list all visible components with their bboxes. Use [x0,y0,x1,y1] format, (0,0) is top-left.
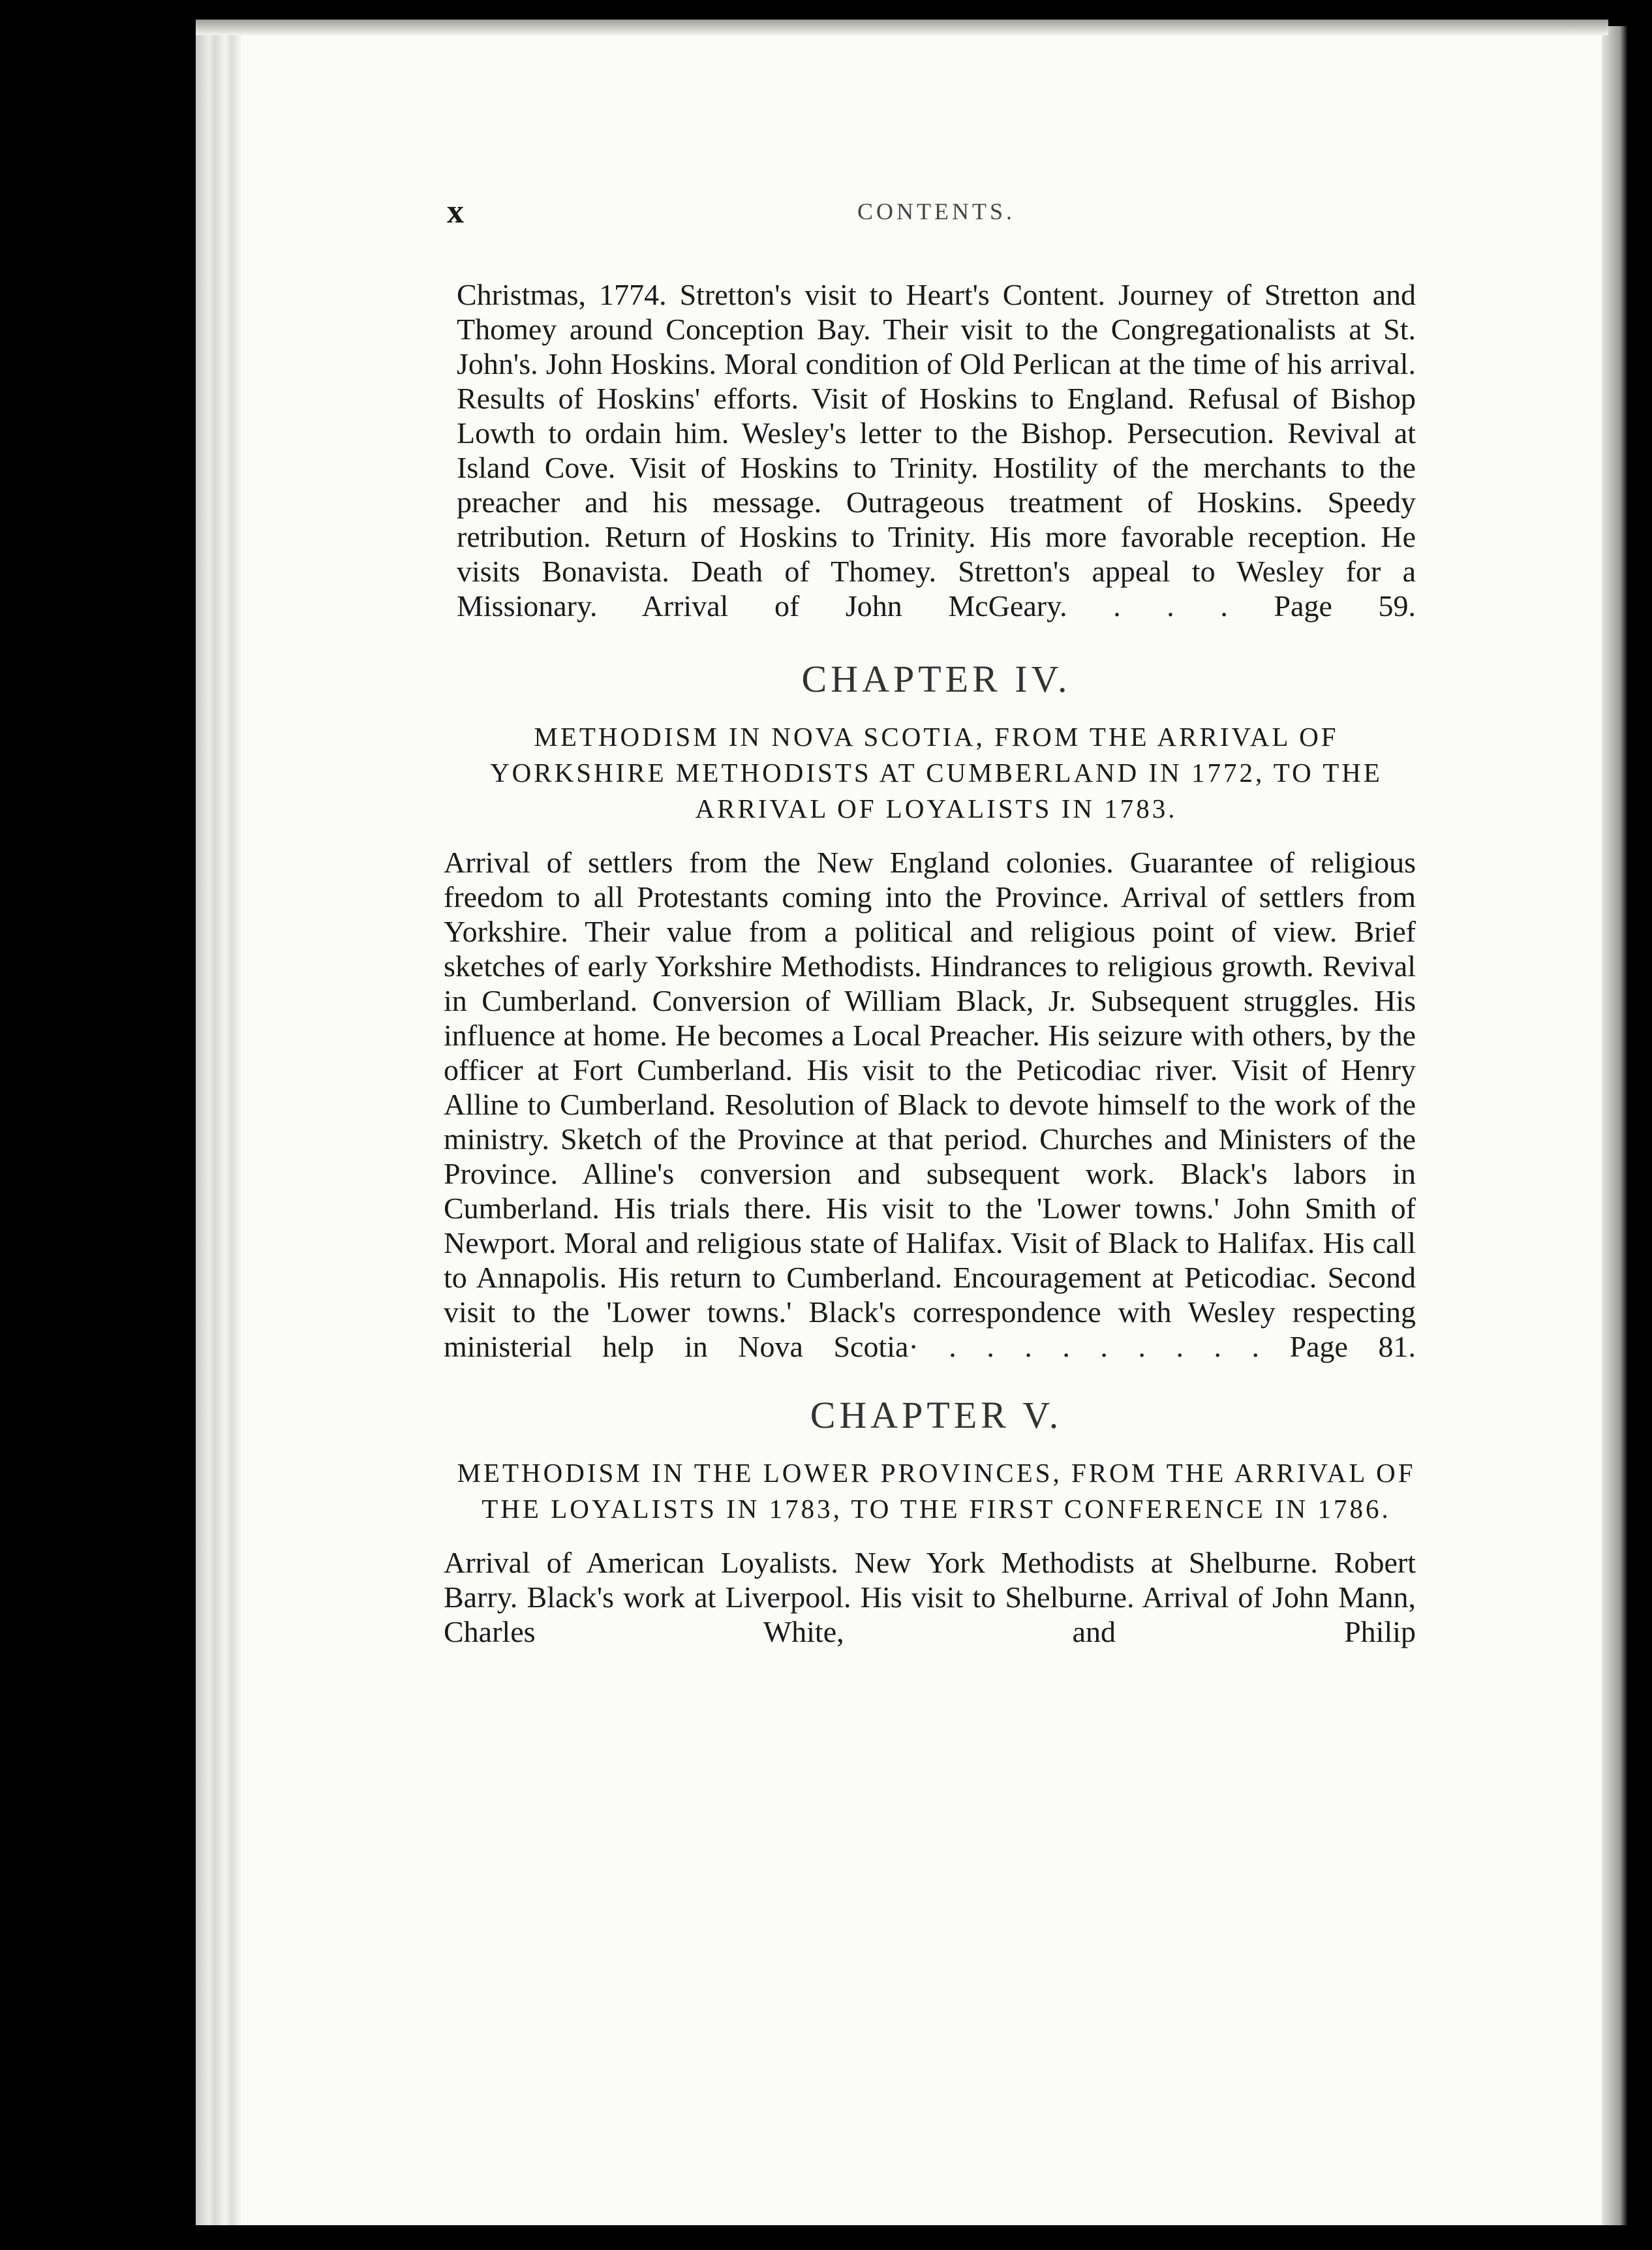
page-folio: x [447,193,465,230]
contents-page [444,193,1416,1649]
chapter-iv-summary: Arrival of settlers from the New England colonies. Guarantee of religious freedom to all Protestants coming into the Province. Arrival of settlers from Yorkshire. Their value from a political and religious point of view. Brief sketches of early Yorkshire Methodists. Hindrances to religious growth. Revival in Cumberland. Conversion of William Black, Jr. Subsequent struggles. His influence at home. He becomes a Local Preacher. His seizure with others, by the officer at Fort Cumberland. His visit to the Peticodiac river. Visit of Henry Alline to Cumberland. Resolution of Black to devote himself to the work of the ministry. Sketch of the Province at that period. Churches and Ministers of the Province. Alline's conversion and subsequent work. Black's labors in Cumberland. His trials there. His visit to the 'Lower towns.' John Smith of Newport. Moral and religious state of Halifax. Visit of Black to Halifax. His call to Annapolis. His return to Cumberland. Encouragement at Peticodiac. Second visit to the 'Lower towns.' Black's correspondence with Wesley respecting ministerial help in Nova Scotia· . . . . . . . . . Page 81. [444,846,1416,1363]
running-head-title: CONTENTS. [857,198,1015,224]
page-top-shadow [196,20,1608,35]
page-binding-edge [196,20,241,2225]
chapter-iv-heading: CHAPTER IV. [801,658,1071,700]
chapter-iii-summary: Christmas, 1774. Stretton's visit to Heart's Content. Journey of Stretton and Thomey around Conception Bay. Their visit to the Congregationalists at St. John's. John Hoskins. Moral condition of Old Perlican at the time of his arrival. Results of Hoskins' efforts. Visit of Hoskins to England. Refusal of Bishop Lowth to ordain him. Wesley's letter to the Bishop. Persecution. Revival at Island Cove. Visit of Hoskins to Trinity. Hostility of the merchants to the preacher and his message. Outrageous treatment of Hoskins. Speedy retribution. Return of Hoskins to Trinity. His more favorable reception. He visits Bonavista. Death of Thomey. Stretton's appeal to Wesley for a Missionary. Arrival of John McGeary. . . . Page 59. [457,278,1416,623]
running-head [447,193,1416,251]
chapter-v-summary: Arrival of American Loyalists. New York Methodists at Shelburne. Robert Barry. Black's work at Liverpool. His visit to Shelburne. Arrival of John Mann, Charles White, and Philip [444,1546,1416,1648]
chapter-iv-subtitle: METHODISM IN NOVA SCOTIA, FROM THE ARRIVAL OF YORKSHIRE METHODISTS AT CUMBERLAND IN 1772, TO THE ARRIVAL OF LOYALISTS IN 1783. [490,722,1383,824]
chapter-v-subtitle: METHODISM IN THE LOWER PROVINCES, FROM THE ARRIVAL OF THE LOYALISTS IN 1783, TO THE FIRST CONFERENCE IN 1786. [457,1458,1416,1524]
page-right-edge-shadow [1602,26,1628,2225]
chapter-v-heading: CHAPTER V. [810,1394,1063,1436]
